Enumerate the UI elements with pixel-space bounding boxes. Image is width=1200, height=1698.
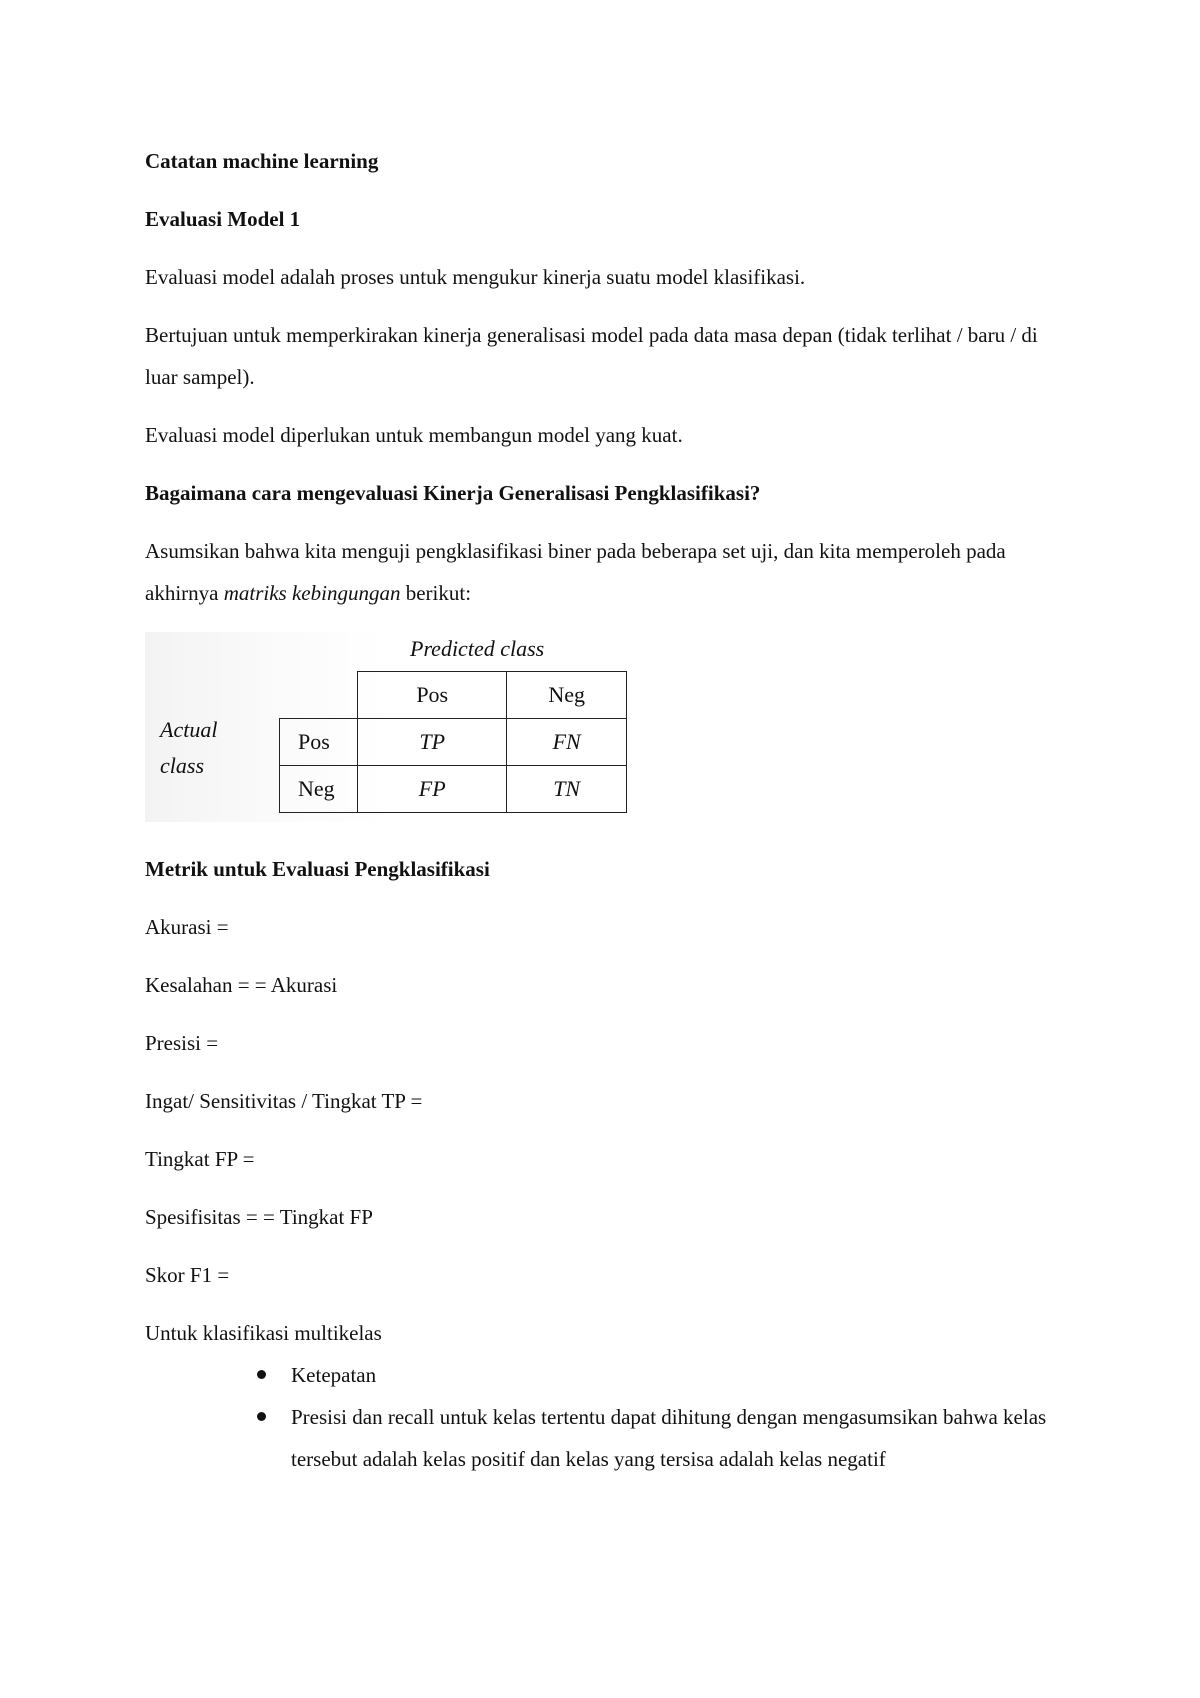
metric-f1: Skor F1 =: [145, 1263, 230, 1287]
matrix-row-neg: [280, 766, 627, 813]
paragraph-need: Evaluasi model diperlukan untuk membangun model yang kuat.: [145, 423, 683, 447]
metric-error: Kesalahan = = Akurasi: [145, 973, 338, 997]
metric-recall: Ingat/ Sensitivitas / Tingkat TP =: [145, 1089, 423, 1113]
predicted-class-label: Predicted class: [410, 636, 545, 661]
matrix-corner-cell: [280, 672, 358, 719]
paragraph-definition: Evaluasi model adalah proses untuk mengukur kinerja suatu model klasifikasi.: [145, 265, 806, 289]
list-item: [255, 1354, 1065, 1396]
matrix-col-header-neg: Neg: [507, 672, 627, 719]
bullet-text: Presisi dan recall untuk kelas tertentu dapat dihitung dengan mengasumsikan bahwa kelas tersebut adalah kelas positif dan kelas yang tersisa adalah kelas negatif: [291, 1405, 1047, 1471]
multiclass-bullet-list: [255, 1354, 1065, 1480]
matrix-header-row: [280, 672, 627, 719]
actual-class-label-line2: class: [160, 753, 204, 778]
matrix-col-header-pos: Pos: [358, 672, 507, 719]
question-heading: Bagaimana cara mengevaluasi Kinerja Generalisasi Pengklasifikasi?: [145, 481, 761, 505]
multiclass-heading: Untuk klasifikasi multikelas: [145, 1321, 382, 1345]
matrix-row-header-neg: Neg: [280, 766, 358, 813]
assume-text-after: berikut:: [400, 581, 472, 605]
matrix-cell-tn: TN: [507, 766, 627, 813]
bullet-dot-icon: [257, 1370, 266, 1379]
document-page: [145, 140, 1065, 1480]
paragraph-assume: [145, 530, 1065, 614]
metric-precision: Presisi =: [145, 1031, 219, 1055]
matrix-cell-tp: TP: [358, 719, 507, 766]
matrix-cell-fp: FP: [358, 766, 507, 813]
metric-fp-rate: Tingkat FP =: [145, 1147, 255, 1171]
matrix-row-header-pos: Pos: [280, 719, 358, 766]
bullet-dot-icon: [257, 1412, 266, 1421]
assume-italic-term: matriks kebingungan: [223, 581, 401, 605]
confusion-matrix-figure: [145, 632, 627, 822]
matrix-row-pos: [280, 719, 627, 766]
actual-class-label-line1: Actual: [160, 717, 218, 742]
actual-class-label: [160, 712, 217, 784]
metric-specificity: Spesifisitas = = Tingkat FP: [145, 1205, 373, 1229]
metrics-heading: Metrik untuk Evaluasi Pengklasifikasi: [145, 857, 490, 881]
assume-text-before: Asumsikan bahwa kita menguji pengklasifikasi biner pada beberapa set uji, dan kita memperoleh pada akhirnya: [145, 539, 1006, 605]
list-item: [255, 1396, 1065, 1480]
matrix-cell-fn: FN: [507, 719, 627, 766]
paragraph-purpose: Bertujuan untuk memperkirakan kinerja generalisasi model pada data masa depan (tidak terlihat / baru / di luar sampel).: [145, 323, 1038, 389]
bullet-text: Ketepatan: [291, 1363, 377, 1387]
section-title: Evaluasi Model 1: [145, 207, 301, 231]
confusion-matrix-table: [279, 671, 627, 813]
document-title: Catatan machine learning: [145, 149, 379, 173]
metric-accuracy: Akurasi =: [145, 915, 229, 939]
